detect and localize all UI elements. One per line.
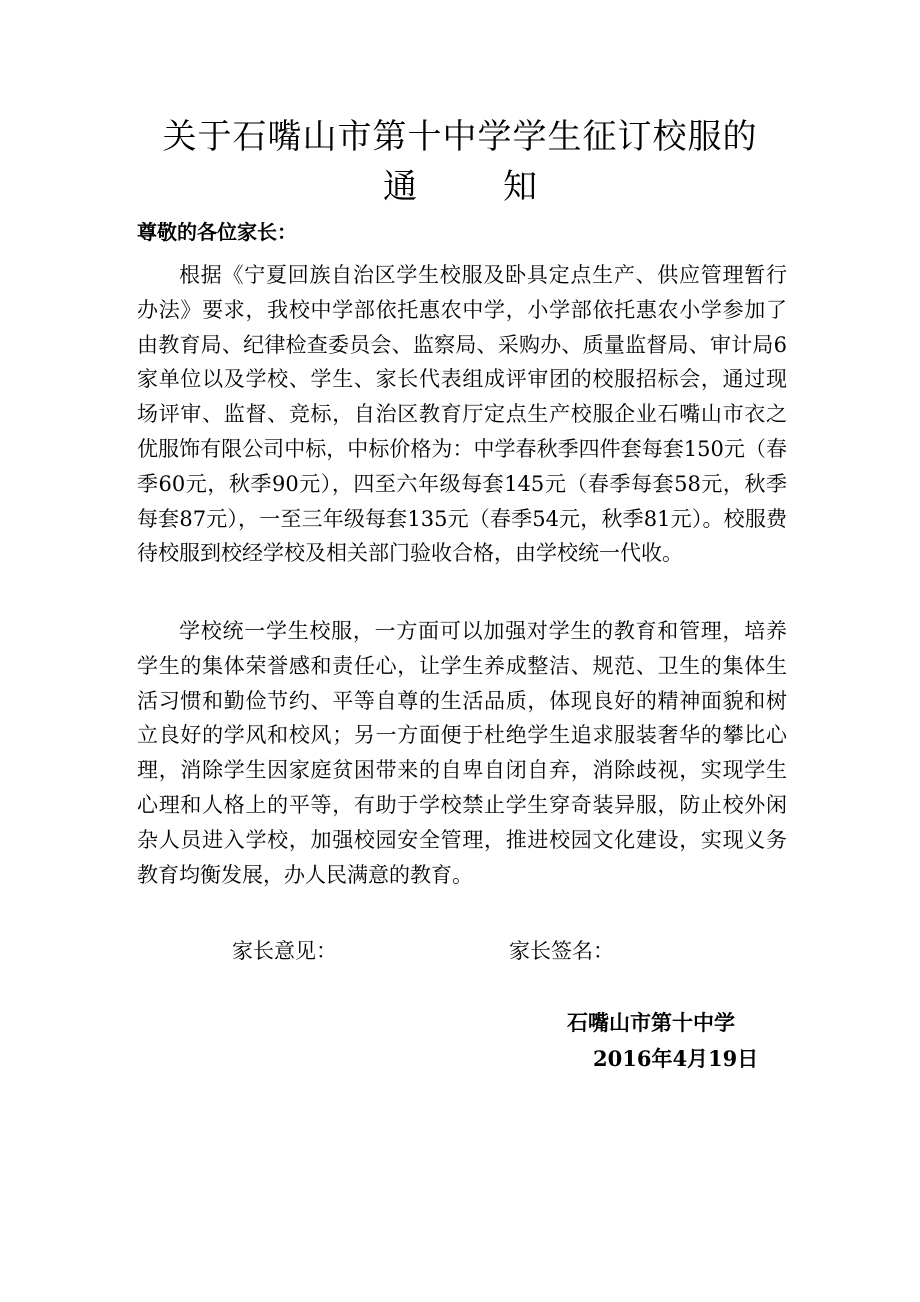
document-title: 关于石嘴山市第十中学学生征订校服的 (162, 117, 758, 157)
issuer-school: 石嘴山市第十中学 (567, 1011, 735, 1035)
title-char-zhi: 知 (503, 167, 537, 207)
parent-opinion-label: 家长意见： (232, 939, 337, 963)
body-paragraph-2: 学校统一学生校服，一方面可以加强对学生的教育和管理，培养学生的集体荣誉感和责任心，让学生养成整洁、规范、卫生的集体生活习惯和勤俭节约、平等自尊的生活品质，体现良好的精神面貌和树立良好的学风和校风；另一方面便于杜绝学生追求服装奢华的攀比心理，消除学生因家庭贫困带来的自卑自闭自弃，消除歧视，实现学生心理和人格上的平等，有助于学校禁止学生穿奇装异服，防止校外闲杂人员进入学校，加强校园安全管理，推进校园文化建设，实现义务教育均衡发展，办人民满意的教育。 (137, 619, 787, 887)
parent-signature-label: 家长签名： (509, 939, 614, 963)
salutation: 尊敬的各位家长： (137, 220, 297, 244)
title-char-tong: 通 (383, 167, 417, 207)
body-paragraph-1: 根据《宁夏回族自治区学生校服及卧具定点生产、供应管理暂行办法》要求，我校中学部依托惠农中学，小学部依托惠农小学参加了由教育局、纪律检查委员会、监察局、采购办、质量监督局、审计局6家单位以及学校、学生、家长代表组成评审团的校服招标会，通过现场评审、监督、竞标，自治区教育厅定点生产校服企业石嘴山市衣之优服饰有限公司中标，中标价格为：中学春秋季四件套每套150元（春季60元，秋季90元），四至六年级每套145元（春季每套58元，秋季每套87元），一至三年级每套135元（春季54元，秋季81元）。校服费待校服到校经学校及相关部门验收合格，由学校统一代收。 (137, 263, 787, 566)
issue-date: 2016年4月19日 (593, 1046, 759, 1071)
